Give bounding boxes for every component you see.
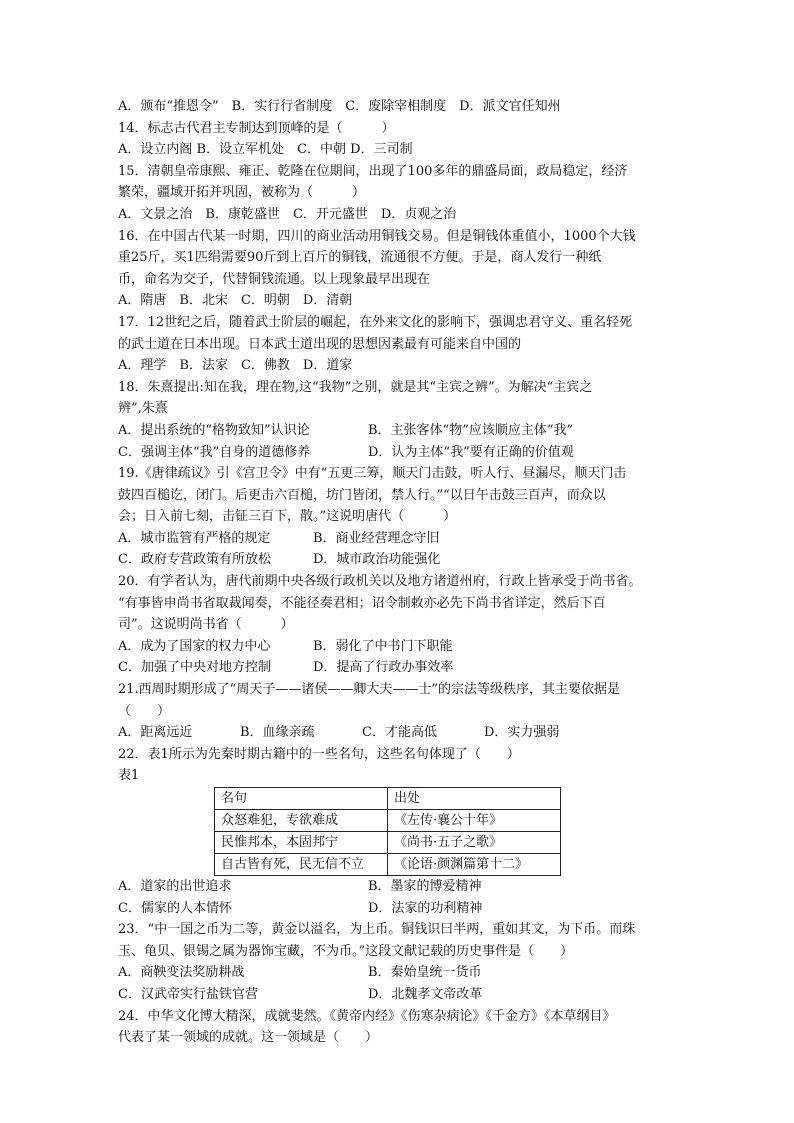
q13-options: A．颁布“推恩令” B．实行行省制度 C．废除宰相制度 D．派文官任知州 [118,99,561,114]
q18-stem: 18．朱熹提出:知在我，理在物,这“我物”之别，就是其“主宾之辨”。为解决“主宾之 [118,379,593,395]
table-header-quote: 名句 [215,788,388,810]
q18-options-row [118,420,678,442]
q17-stem-cont: 的武士道在日本出现。日本武士道出现的思想因素最有可能来自中国的 [118,336,522,352]
q22-options-row [118,898,678,920]
q20-option-c: C．加强了中央对地方控制 [118,660,271,676]
q16-options: A．隋唐 B．北宋 C．明朝 D．清朝 [118,293,353,309]
q21-stem-cont: （ ） [118,703,171,719]
table-cell: 民惟邦本，本固邦宁 [215,832,388,854]
q15-stem-cont: 繁荣，疆域开拓并巩固，被称为（ ） [118,185,366,201]
q23-option-d: D．北魏孝文帝改革 [368,986,483,1002]
q22-option-b: B．墨家的博爱精神 [368,879,482,894]
q19-option-d: D．城市政治功能强化 [313,552,441,568]
quotes-table [214,787,561,876]
q20-stem: 20．有学者认为，唐代前期中央各级行政机关以及地方诸道州府，行政上皆承受于尚书省。 [118,574,642,590]
q16-stem-cont: 币，命名为交子，代替铜钱流通。以上现象最早出现在 [118,271,431,287]
q20-option-d: D．提高了行政办事效率 [313,660,454,676]
q19-option-a: A．城市监管有严格的规定 [118,530,271,546]
q20-option-a: A．成为了国家的权力中心 [118,638,271,654]
q18-option-a: A．提出系统的“格物致知”认识论 [118,422,310,438]
table-cell: 《论语·颜渊篇第十二》 [388,854,561,876]
q20-options-row [118,636,678,658]
q21-stem: 21.西周时期形成了“周天子——诸侯——卿大夫——士”的宗法等级秩序，其主要依据是 [118,682,620,698]
q23-option-a: A．商鞅变法奖励耕战 [118,965,245,981]
table-header-source: 出处 [388,788,561,810]
table-header-row [215,788,561,810]
q23-stem-cont: 玉、龟贝、银锡之属为器饰宝藏，不为币。”这段文献记载的历史事件是（ ） [118,943,574,959]
q19-option-c: C．政府专营政策有所放松 [118,552,271,568]
q22-option-c: C．儒家的人本情怀 [118,900,232,916]
q18-option-c: C．强调主体“我”自身的道德修养 [118,444,311,460]
table-cell: 《尚书·五子之歌》 [388,832,561,854]
q22-options-row [118,876,678,898]
q15-stem: 15．清朝皇帝康熙、雍正、乾隆在位期间，出现了100多年的鼎盛局面，政局稳定，经济 [118,163,628,179]
q23-options-row [118,984,678,1006]
q23-option-b: B．秦始皇统一货币 [368,965,482,981]
q17-options: A．理学 B．法家 C．佛教 D．道家 [118,358,353,374]
table-caption: 表1 [118,768,140,784]
q24-stem: 24．中华文化博大精深，成就斐然。《黄帝内经》《伤寒杂病论》《千金方》《本草纲目》 [118,1008,616,1024]
table-cell: 众怒难犯，专欲难成 [215,810,388,832]
q21-option-b: B．血缘亲疏 [240,725,315,741]
q19-option-b: B．商业经营理念守旧 [313,530,440,546]
q18-stem-cont: 辨”,朱熹 [118,401,168,417]
q18-option-b: B．主张客体“物”应该顺应主体“我” [368,422,574,438]
table-row [215,854,561,876]
table-row [215,810,561,832]
q19-options-row [118,528,678,550]
q23-option-c: C．汉武帝实行盐铁官营 [118,986,258,1002]
q21-option-c: C．才能高低 [362,725,437,741]
q22-option-d: D．法家的功利精神 [368,900,483,916]
q23-stem: 23．“中一国之币为二等，黄金以溢名，为上币。铜钱识曰半两，重如其文，为下币。而珠 [118,922,636,938]
q21-option-d: D．实力强弱 [484,725,560,741]
q17-stem: 17．12世纪之后，随着武士阶层的崛起，在外来文化的影响下，强调忠君守义、重名轻死 [118,314,633,330]
q16-stem-cont: 重25斤，买1匹绢需要90斤到上百斤的铜钱，流通很不方便。于是，商人发行一种纸 [118,250,602,266]
q20-option-b: B．弱化了中书门下职能 [313,638,453,654]
q20-stem-cont: 司”。这说明尚书省（ ） [118,617,294,633]
q20-options-row [118,657,678,679]
q14-options: A．设立内阁 B．设立军机处 C．中朝 D．三司制 [118,142,413,158]
q19-stem: 19.《唐律疏议》引《宫卫令》中有“五更三筹，顺天门击鼓，听人行、昼漏尽，顺天门击 [118,466,627,482]
q18-option-d: D．认为主体“我”要有正确的价值观 [368,444,574,460]
q22-stem: 22．表1所示为先秦时期古籍中的一些名句，这些名句体现了（ ） [118,746,520,762]
q19-stem-cont: 会；日入前七刻，击钲三百下，散。”这说明唐代（ ） [118,509,457,525]
q15-options: A．文景之治 B．康乾盛世 C．开元盛世 D．贞观之治 [118,206,457,222]
q23-options-row [118,962,678,984]
q19-stem-cont: 鼓四百槌讫，闭门。后更击六百槌，坊门皆闭，禁人行。”“以日午击鼓三百声，而众以 [118,487,606,503]
q20-stem-cont: “有事皆申尚书省取裁闻奏，不能径奏君相；诏令制敕亦必先下尚书省详定，然后下百 [118,595,606,611]
table-cell: 《左传·襄公十年》 [388,810,561,832]
q16-stem: 16．在中国古代某一时期，四川的商业活动用铜钱交易。但是铜钱体重值小，1000个大钱 [118,228,636,244]
exam-page [118,96,678,1049]
table-cell: 自古皆有死，民无信不立 [215,854,388,876]
q18-options-row [118,442,678,464]
q24-stem-cont: 代表了某一领域的成就。这一领域是（ ） [118,1030,379,1046]
q21-option-a: A．距离远近 [118,725,193,741]
q22-option-a: A．道家的出世追求 [118,879,232,894]
table-row [215,832,561,854]
q14-stem: 14．标志古代君主专制达到顶峰的是（ ） [118,120,395,136]
q21-options-row [118,722,678,744]
q19-options-row [118,549,678,571]
